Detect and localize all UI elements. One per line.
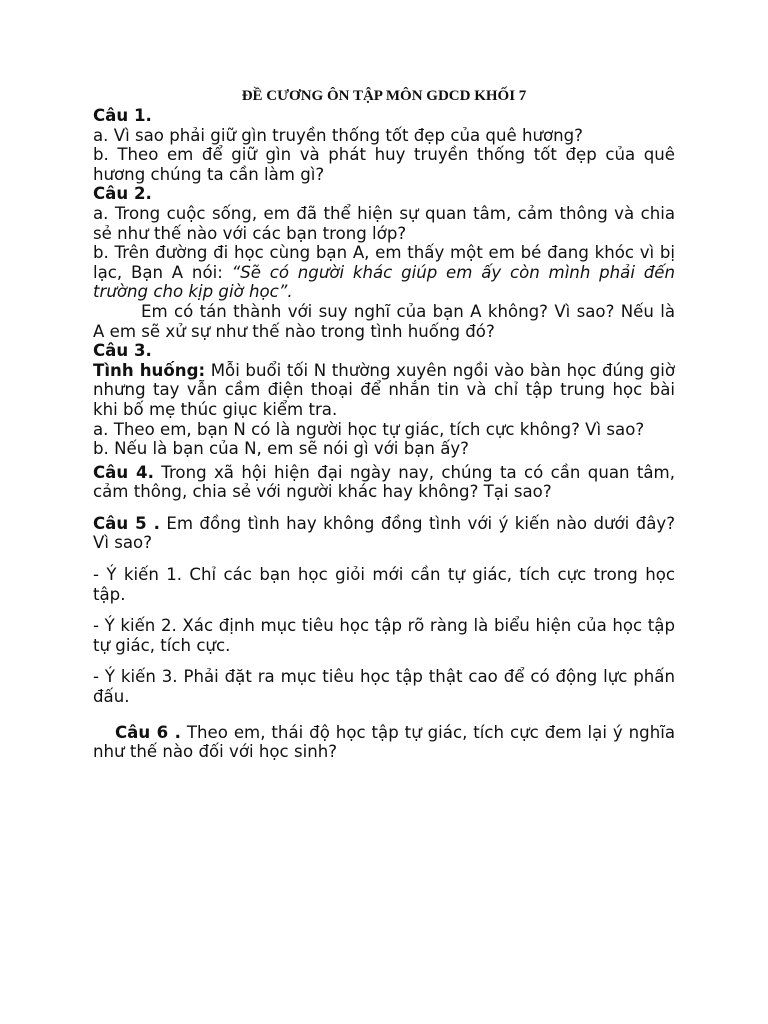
question-3-heading: Câu 3. (93, 341, 152, 361)
question-2-heading: Câu 2. (93, 184, 152, 204)
question-2-part-b (93, 243, 675, 302)
question-6-text: Theo em, thái độ học tập tự giác, tích cực đem lại ý nghĩa như thế nào đối với học sinh? (93, 722, 675, 762)
question-5 (93, 514, 675, 553)
question-6-heading: Câu 6 . (115, 722, 181, 742)
question-3-situation (93, 361, 675, 420)
document-title: ĐỀ CƯƠNG ÔN TẬP MÔN GDCD KHỐI 7 (241, 88, 527, 104)
question-4-text: Trong xã hội hiện đại ngày nay, chúng ta có cần quan tâm, cảm thông, chia sẻ với người khác hay không? Tại sao? (93, 462, 675, 502)
question-5-heading: Câu 5 . (93, 513, 160, 533)
question-3-part-b: b. Nếu là bạn của N, em sẽ nói gì với bạn ấy? (93, 439, 469, 459)
question-2-part-a: a. Trong cuộc sống, em đã thể hiện sự quan tâm, cảm thông và chia sẻ như thế nào với các bạn trong lớp? (93, 203, 675, 243)
situation-text: Mỗi buổi tối N thường xuyên ngồi vào bàn học đúng giờ nhưng tay vẫn cầm điện thoại để nhắn tin và chỉ tập trung học bài khi bố mẹ thúc giục kiểm tra. (93, 360, 676, 419)
question-2-follow-up: Em có tán thành với suy nghĩ của bạn A không? Vì sao? Nếu là A em sẽ xử sự như thế nào trong tình huống đó? (93, 301, 675, 341)
question-2-part-b-intro: b. Trên đường đi học cùng bạn A, em thấy một em bé đang khóc vì bị lạc, Bạn A nói: (93, 243, 675, 282)
opinion-1: - Ý kiến 1. Chỉ các bạn học giỏi mới cần tự giác, tích cực trong học tập. (93, 565, 675, 604)
question-2-quote: “Sẽ có người khác giúp em ấy còn mình phải đến trường cho kịp giờ học”. (93, 262, 675, 302)
question-4 (93, 463, 675, 502)
opinion-3: - Ý kiến 3. Phải đặt ra mục tiêu học tập thật cao để có động lực phấn đấu. (93, 667, 675, 707)
question-5-text: Em đồng tình hay không đồng tình với ý kiến nào dưới đây? Vì sao? (93, 513, 676, 553)
question-4-heading: Câu 4. (93, 462, 154, 482)
situation-label: Tình huống: (93, 360, 206, 380)
document-page (93, 86, 675, 762)
question-1-part-b: b. Theo em để giữ gìn và phát huy truyền thống tốt đẹp của quê hương chúng ta cần làm gì? (93, 145, 675, 184)
question-6 (93, 723, 675, 762)
question-3-part-a: a. Theo em, bạn N có là người học tự giác, tích cực không? Vì sao? (93, 419, 645, 439)
question-1-heading: Câu 1. (93, 106, 152, 125)
opinion-2: - Ý kiến 2. Xác định mục tiêu học tập rõ ràng là biểu hiện của học tập tự giác, tích cực. (93, 616, 675, 655)
question-1-part-a: a. Vì sao phải giữ gìn truyền thống tốt đẹp của quê hương? (93, 125, 583, 145)
